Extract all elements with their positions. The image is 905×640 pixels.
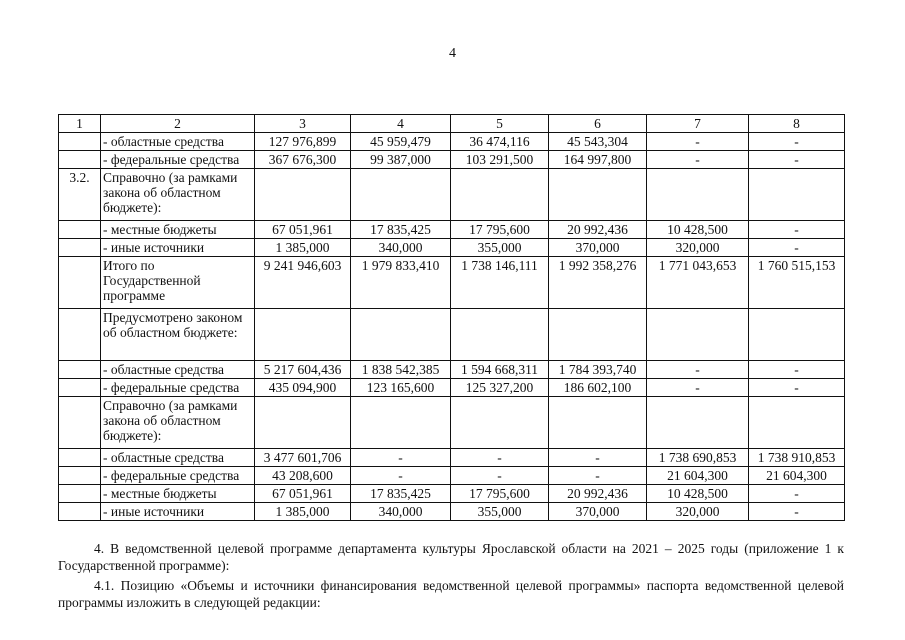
header-cell: 1 (59, 115, 101, 133)
value-cell (549, 397, 647, 449)
value-cell: 20 992,436 (549, 485, 647, 503)
value-cell: - (749, 485, 845, 503)
value-cell: 370,000 (549, 239, 647, 257)
header-cell: 7 (647, 115, 749, 133)
row-index-cell (59, 503, 101, 521)
row-label-cell: - областные средства (101, 361, 255, 379)
row-index-cell (59, 397, 101, 449)
paragraph-4-1 (58, 577, 844, 611)
header-cell: 3 (255, 115, 351, 133)
value-cell: 17 795,600 (451, 221, 549, 239)
row-label-cell: - областные средства (101, 449, 255, 467)
row-index-cell (59, 485, 101, 503)
value-cell (451, 397, 549, 449)
row-index-cell (59, 361, 101, 379)
header-cell: 6 (549, 115, 647, 133)
value-cell: 1 738 910,853 (749, 449, 845, 467)
value-cell: 125 327,200 (451, 379, 549, 397)
value-cell (749, 397, 845, 449)
paragraph-4 (58, 540, 844, 574)
value-cell (255, 169, 351, 221)
table-row (59, 309, 845, 361)
table-row (59, 467, 845, 485)
header-cell: 4 (351, 115, 451, 133)
value-cell: - (351, 449, 451, 467)
table-row (59, 151, 845, 169)
table-row (59, 221, 845, 239)
table-row (59, 449, 845, 467)
budget-table (58, 114, 845, 521)
value-cell: - (451, 467, 549, 485)
value-cell: - (451, 449, 549, 467)
value-cell: 21 604,300 (749, 467, 845, 485)
value-cell: 1 771 043,653 (647, 257, 749, 309)
value-cell: 36 474,116 (451, 133, 549, 151)
paragraph-4-1-text: 4.1. Позицию «Объемы и источники финансирования ведомственной целевой программы» паспорта ведомственной целевой программы изложить в следующей редакции: (58, 578, 844, 610)
value-cell: 67 051,961 (255, 485, 351, 503)
value-cell: 435 094,900 (255, 379, 351, 397)
row-index-cell (59, 257, 101, 309)
value-cell (351, 309, 451, 361)
value-cell: 67 051,961 (255, 221, 351, 239)
value-cell: 355,000 (451, 503, 549, 521)
table-row (59, 239, 845, 257)
value-cell: 1 385,000 (255, 239, 351, 257)
value-cell: 186 602,100 (549, 379, 647, 397)
value-cell: - (749, 221, 845, 239)
row-label-cell: - иные источники (101, 239, 255, 257)
value-cell: - (647, 151, 749, 169)
value-cell: 123 165,600 (351, 379, 451, 397)
value-cell (351, 397, 451, 449)
value-cell: 20 992,436 (549, 221, 647, 239)
row-index-cell (59, 309, 101, 361)
value-cell: 3 477 601,706 (255, 449, 351, 467)
table-row (59, 169, 845, 221)
table-row (59, 503, 845, 521)
value-cell: 320,000 (647, 239, 749, 257)
row-index-cell: 3.2. (59, 169, 101, 221)
row-index-cell (59, 151, 101, 169)
row-index-cell (59, 133, 101, 151)
value-cell (351, 169, 451, 221)
table-body (59, 115, 845, 521)
header-cell: 5 (451, 115, 549, 133)
value-cell: 340,000 (351, 239, 451, 257)
value-cell: 17 795,600 (451, 485, 549, 503)
row-label-cell: - федеральные средства (101, 467, 255, 485)
row-index-cell (59, 449, 101, 467)
value-cell (255, 397, 351, 449)
value-cell (647, 397, 749, 449)
value-cell: 45 543,304 (549, 133, 647, 151)
value-cell: 45 959,479 (351, 133, 451, 151)
value-cell: 10 428,500 (647, 485, 749, 503)
value-cell: 1 385,000 (255, 503, 351, 521)
row-label-cell: Справочно (за рамками закона об областном бюджете): (101, 169, 255, 221)
row-label-cell: Итого по Государственной программе (101, 257, 255, 309)
value-cell (749, 309, 845, 361)
header-cell: 2 (101, 115, 255, 133)
value-cell (255, 309, 351, 361)
value-cell: 21 604,300 (647, 467, 749, 485)
value-cell: 1 760 515,153 (749, 257, 845, 309)
page-number: 4 (449, 46, 456, 61)
value-cell: 1 738 690,853 (647, 449, 749, 467)
value-cell: - (749, 151, 845, 169)
value-cell (749, 169, 845, 221)
value-cell: - (549, 449, 647, 467)
value-cell: - (749, 361, 845, 379)
value-cell: - (549, 467, 647, 485)
value-cell: - (749, 379, 845, 397)
table-header-row (59, 115, 845, 133)
value-cell (451, 309, 549, 361)
row-label-cell: Предусмотрено законом об областном бюджете: (101, 309, 255, 361)
header-cell: 8 (749, 115, 845, 133)
value-cell: 5 217 604,436 (255, 361, 351, 379)
row-label-cell: - федеральные средства (101, 151, 255, 169)
row-label-cell: - областные средства (101, 133, 255, 151)
value-cell: - (647, 133, 749, 151)
table-row (59, 133, 845, 151)
value-cell: 9 241 946,603 (255, 257, 351, 309)
row-index-cell (59, 379, 101, 397)
value-cell: 370,000 (549, 503, 647, 521)
value-cell: 127 976,899 (255, 133, 351, 151)
value-cell: 355,000 (451, 239, 549, 257)
value-cell (549, 309, 647, 361)
value-cell: - (647, 379, 749, 397)
value-cell: 1 738 146,111 (451, 257, 549, 309)
value-cell: 43 208,600 (255, 467, 351, 485)
table-row (59, 397, 845, 449)
value-cell: 164 997,800 (549, 151, 647, 169)
value-cell: 17 835,425 (351, 485, 451, 503)
table-row (59, 361, 845, 379)
value-cell: 1 784 393,740 (549, 361, 647, 379)
table-row (59, 485, 845, 503)
value-cell: 320,000 (647, 503, 749, 521)
row-label-cell: - местные бюджеты (101, 485, 255, 503)
row-index-cell (59, 239, 101, 257)
table-row (59, 257, 845, 309)
value-cell: 17 835,425 (351, 221, 451, 239)
row-index-cell (59, 467, 101, 485)
row-label-cell: Справочно (за рамками закона об областном бюджете): (101, 397, 255, 449)
value-cell: 1 979 833,410 (351, 257, 451, 309)
row-label-cell: - федеральные средства (101, 379, 255, 397)
value-cell (549, 169, 647, 221)
value-cell (647, 309, 749, 361)
value-cell: - (749, 503, 845, 521)
row-index-cell (59, 221, 101, 239)
value-cell: 1 992 358,276 (549, 257, 647, 309)
value-cell: - (351, 467, 451, 485)
row-label-cell: - местные бюджеты (101, 221, 255, 239)
value-cell: 1 838 542,385 (351, 361, 451, 379)
table-row (59, 379, 845, 397)
value-cell: 10 428,500 (647, 221, 749, 239)
value-cell: - (749, 133, 845, 151)
value-cell: 103 291,500 (451, 151, 549, 169)
value-cell: 340,000 (351, 503, 451, 521)
value-cell: - (749, 239, 845, 257)
value-cell: 367 676,300 (255, 151, 351, 169)
value-cell (647, 169, 749, 221)
row-label-cell: - иные источники (101, 503, 255, 521)
value-cell: 99 387,000 (351, 151, 451, 169)
value-cell (451, 169, 549, 221)
paragraph-4-text: 4. В ведомственной целевой программе департамента культуры Ярославской области на 2021 – 2025 годы (приложение 1 к Государственной программе): (58, 541, 844, 573)
value-cell: - (647, 361, 749, 379)
value-cell: 1 594 668,311 (451, 361, 549, 379)
